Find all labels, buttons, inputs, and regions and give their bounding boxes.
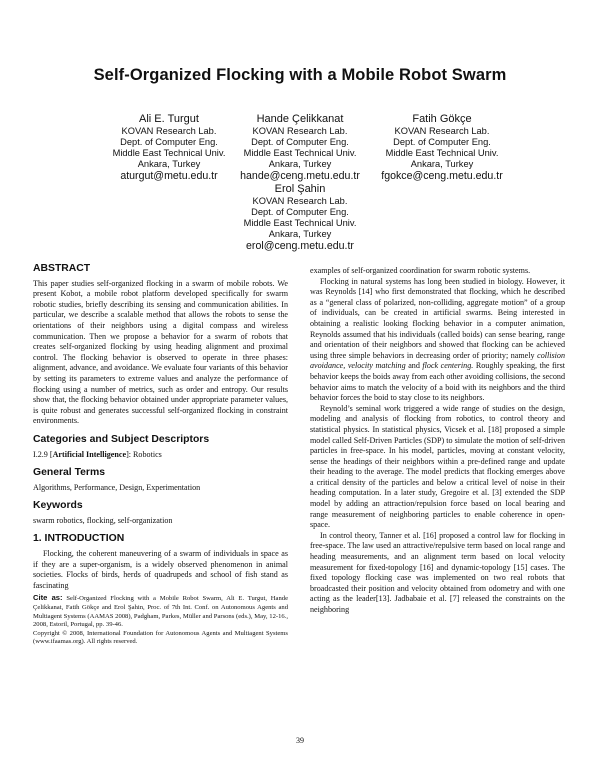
keywords-heading: Keywords: [33, 500, 83, 512]
author-name: Erol Şahin: [274, 183, 326, 195]
paragraph: In control theory, Tanner et al. [16] proposed a control law for flocking in free-space. The law used an attractive/repulsive term based on local range and heading measurements, and an alignment term based on local velocity measurement for fixed-topology [16] and dynamic-topology [15] cases. The fixed topology flocking case was implemented on two real robots that broadcasted their position and velocity obtained from odometry and with one acting as the leader[13]. Jadbabaie et al. [7] released the constraints on the neighboring: [310, 530, 565, 614]
author-email[interactable]: aturgut@metu.edu.tr: [120, 170, 218, 182]
author-email[interactable]: erol@ceng.metu.edu.tr: [246, 240, 354, 252]
author-affiliation: KOVAN Research Lab.: [394, 126, 490, 136]
author-affiliation: Middle East Technical Univ.: [243, 148, 357, 158]
author-email[interactable]: fgokce@ceng.metu.edu.tr: [381, 170, 503, 182]
author-affiliation: Dept. of Computer Eng.: [251, 137, 349, 147]
author-name: Ali E. Turgut: [139, 113, 199, 125]
author-block: [342, 113, 542, 183]
author-affiliation: Dept. of Computer Eng.: [393, 137, 491, 147]
general-terms-text: Algorithms, Performance, Design, Experimentation: [33, 482, 201, 492]
abstract-text: This paper studies self-organized flocking in a swarm of mobile robots. We present Kobot, a mobile robot platform developed specifically for swarm robotic studies, briefly describing its sensing and communication abilities. In particular, we describe a scalable method that allows the robots to sense the orientations of their neighbors using a digital compass and wireless communication. Then we propose a behavior for a swarm of robots that creates self-organized flocking by using heading alignment and proximal control. The flocking behavior is observed to operate in three phases: alignment, advance, and avoidance. We evaluate four variants of this behavior by setting its parameters to extreme values and analyze the performance of flocking using a number of metrics, such as order and entropy. Our results show that, the flocking behavior obtained under appropriate parameter values, is quite robust and generates successful self-organized flocking in constraint environments.: [33, 278, 288, 426]
author-block: [200, 183, 400, 253]
keywords-text: swarm robotics, flocking, self-organization: [33, 515, 173, 525]
author-affiliation: KOVAN Research Lab.: [252, 196, 348, 206]
citation-label: Cite as:: [33, 593, 63, 603]
paragraph: Reynold’s seminal work triggered a wide range of studies on the design, modeling and analysis of flocking from robotics, to control theory and statistical physics. In statistical physics, Vicsek et al. [18] proposed a simple model called Self-Driven Particles (SDP) to simulate the motion of self-driven particles in free-space. In his model, particles, moving at constant velocity, sense the headings of their neighbors within a pre-defined range and update their heading to the average. The model predicts that flocking emerges above a critical density of the particles and below a critical level of noise in their heading computation. In a later study, Gregoire et al. [3] extended the SDP model by adding an attraction/repulsion force based on local bearing and range measurement of neighboring particles to enable coherence in open-space.: [310, 403, 565, 530]
introduction-heading: 1. INTRODUCTION: [33, 533, 125, 545]
author-affiliation: Middle East Technical Univ.: [243, 218, 357, 228]
author-affiliation: Ankara, Turkey: [268, 159, 332, 169]
right-column: [310, 266, 565, 616]
paper-title: Self-Organized Flocking with a Mobile Robot Swarm: [93, 66, 507, 84]
general-terms-heading: General Terms: [33, 467, 105, 479]
author-affiliation: Middle East Technical Univ.: [385, 148, 499, 158]
author-email[interactable]: hande@ceng.metu.edu.tr: [240, 170, 360, 182]
categories-text: I.2.9 [Artificial Intelligence]: Robotics: [33, 449, 162, 459]
copyright-text: Copyright © 2008, International Foundation for Autonomous Agents and Multiagent Systems (www.ifaamas.org). All rights reserved.: [33, 629, 288, 646]
abstract-heading: ABSTRACT: [33, 263, 91, 274]
page-number: 39: [296, 736, 304, 745]
paragraph: examples of self-organized coordination for swarm robotic systems.: [310, 266, 531, 275]
categories-heading: Categories and Subject Descriptors: [33, 433, 210, 445]
author-affiliation: Middle East Technical Univ.: [112, 148, 226, 158]
author-affiliation: KOVAN Research Lab.: [252, 126, 348, 136]
author-name: Hande Çelikkanat: [256, 113, 344, 125]
author-affiliation: Ankara, Turkey: [268, 229, 332, 239]
introduction-text: Flocking, the coherent maneuvering of a swarm of individuals in space as if they are a super-organism, is a widely observed phenomenon in animal societies. Flocks of birds, herds of quadrupeds and school of fish stand as fascinating: [33, 549, 288, 590]
paragraph: Flocking in natural systems has long been studied in biology. However, it was Reynolds [14] who first demonstrated that flocking, which he described as a “general class of polarized, non-colliding, aggregate motion” of a group of individuals, can be created in artificial swarms. Being interested in obtaining a realistic looking flocking behavior in a computer animation, Reynolds assumed that his individuals (called boids) can sense bearing, range and orientation of their neighbors and showed that flocking can be achieved using three simple behaviors in decreasing order of priority; namely collision avoidance, velocity matching and flock centering. Roughly speaking, the first behavior keeps the boids away from each other avoiding collisions, the second behavior aims to match the velocity of a boid with its neighbors and the third behavior forces the boid to stay close to its neighbors.: [310, 276, 566, 403]
author-name: Fatih Gökçe: [412, 113, 472, 125]
author-affiliation: KOVAN Research Lab.: [121, 126, 217, 136]
author-affiliation: Dept. of Computer Eng.: [251, 207, 349, 217]
citation-note: [33, 594, 288, 647]
author-affiliation: Ankara, Turkey: [410, 159, 474, 169]
left-column: [33, 264, 288, 647]
author-affiliation: Ankara, Turkey: [137, 159, 201, 169]
citation-text: Self-Organized Flocking with a Mobile Robot Swarm, Ali E. Turgut, Hande Çelikkanat, Fatih Gökçe and Erol Şahin, Proc. of 7th Int. Conf. on Autonomous Agents and Multiagent Systems (AAMAS 2008), Padgham, Parkes, Müller and Parsons (eds.), May, 12-16., 2008, Estoril, Portugal, pp. 39-46.: [33, 595, 288, 629]
author-affiliation: Dept. of Computer Eng.: [120, 137, 218, 147]
